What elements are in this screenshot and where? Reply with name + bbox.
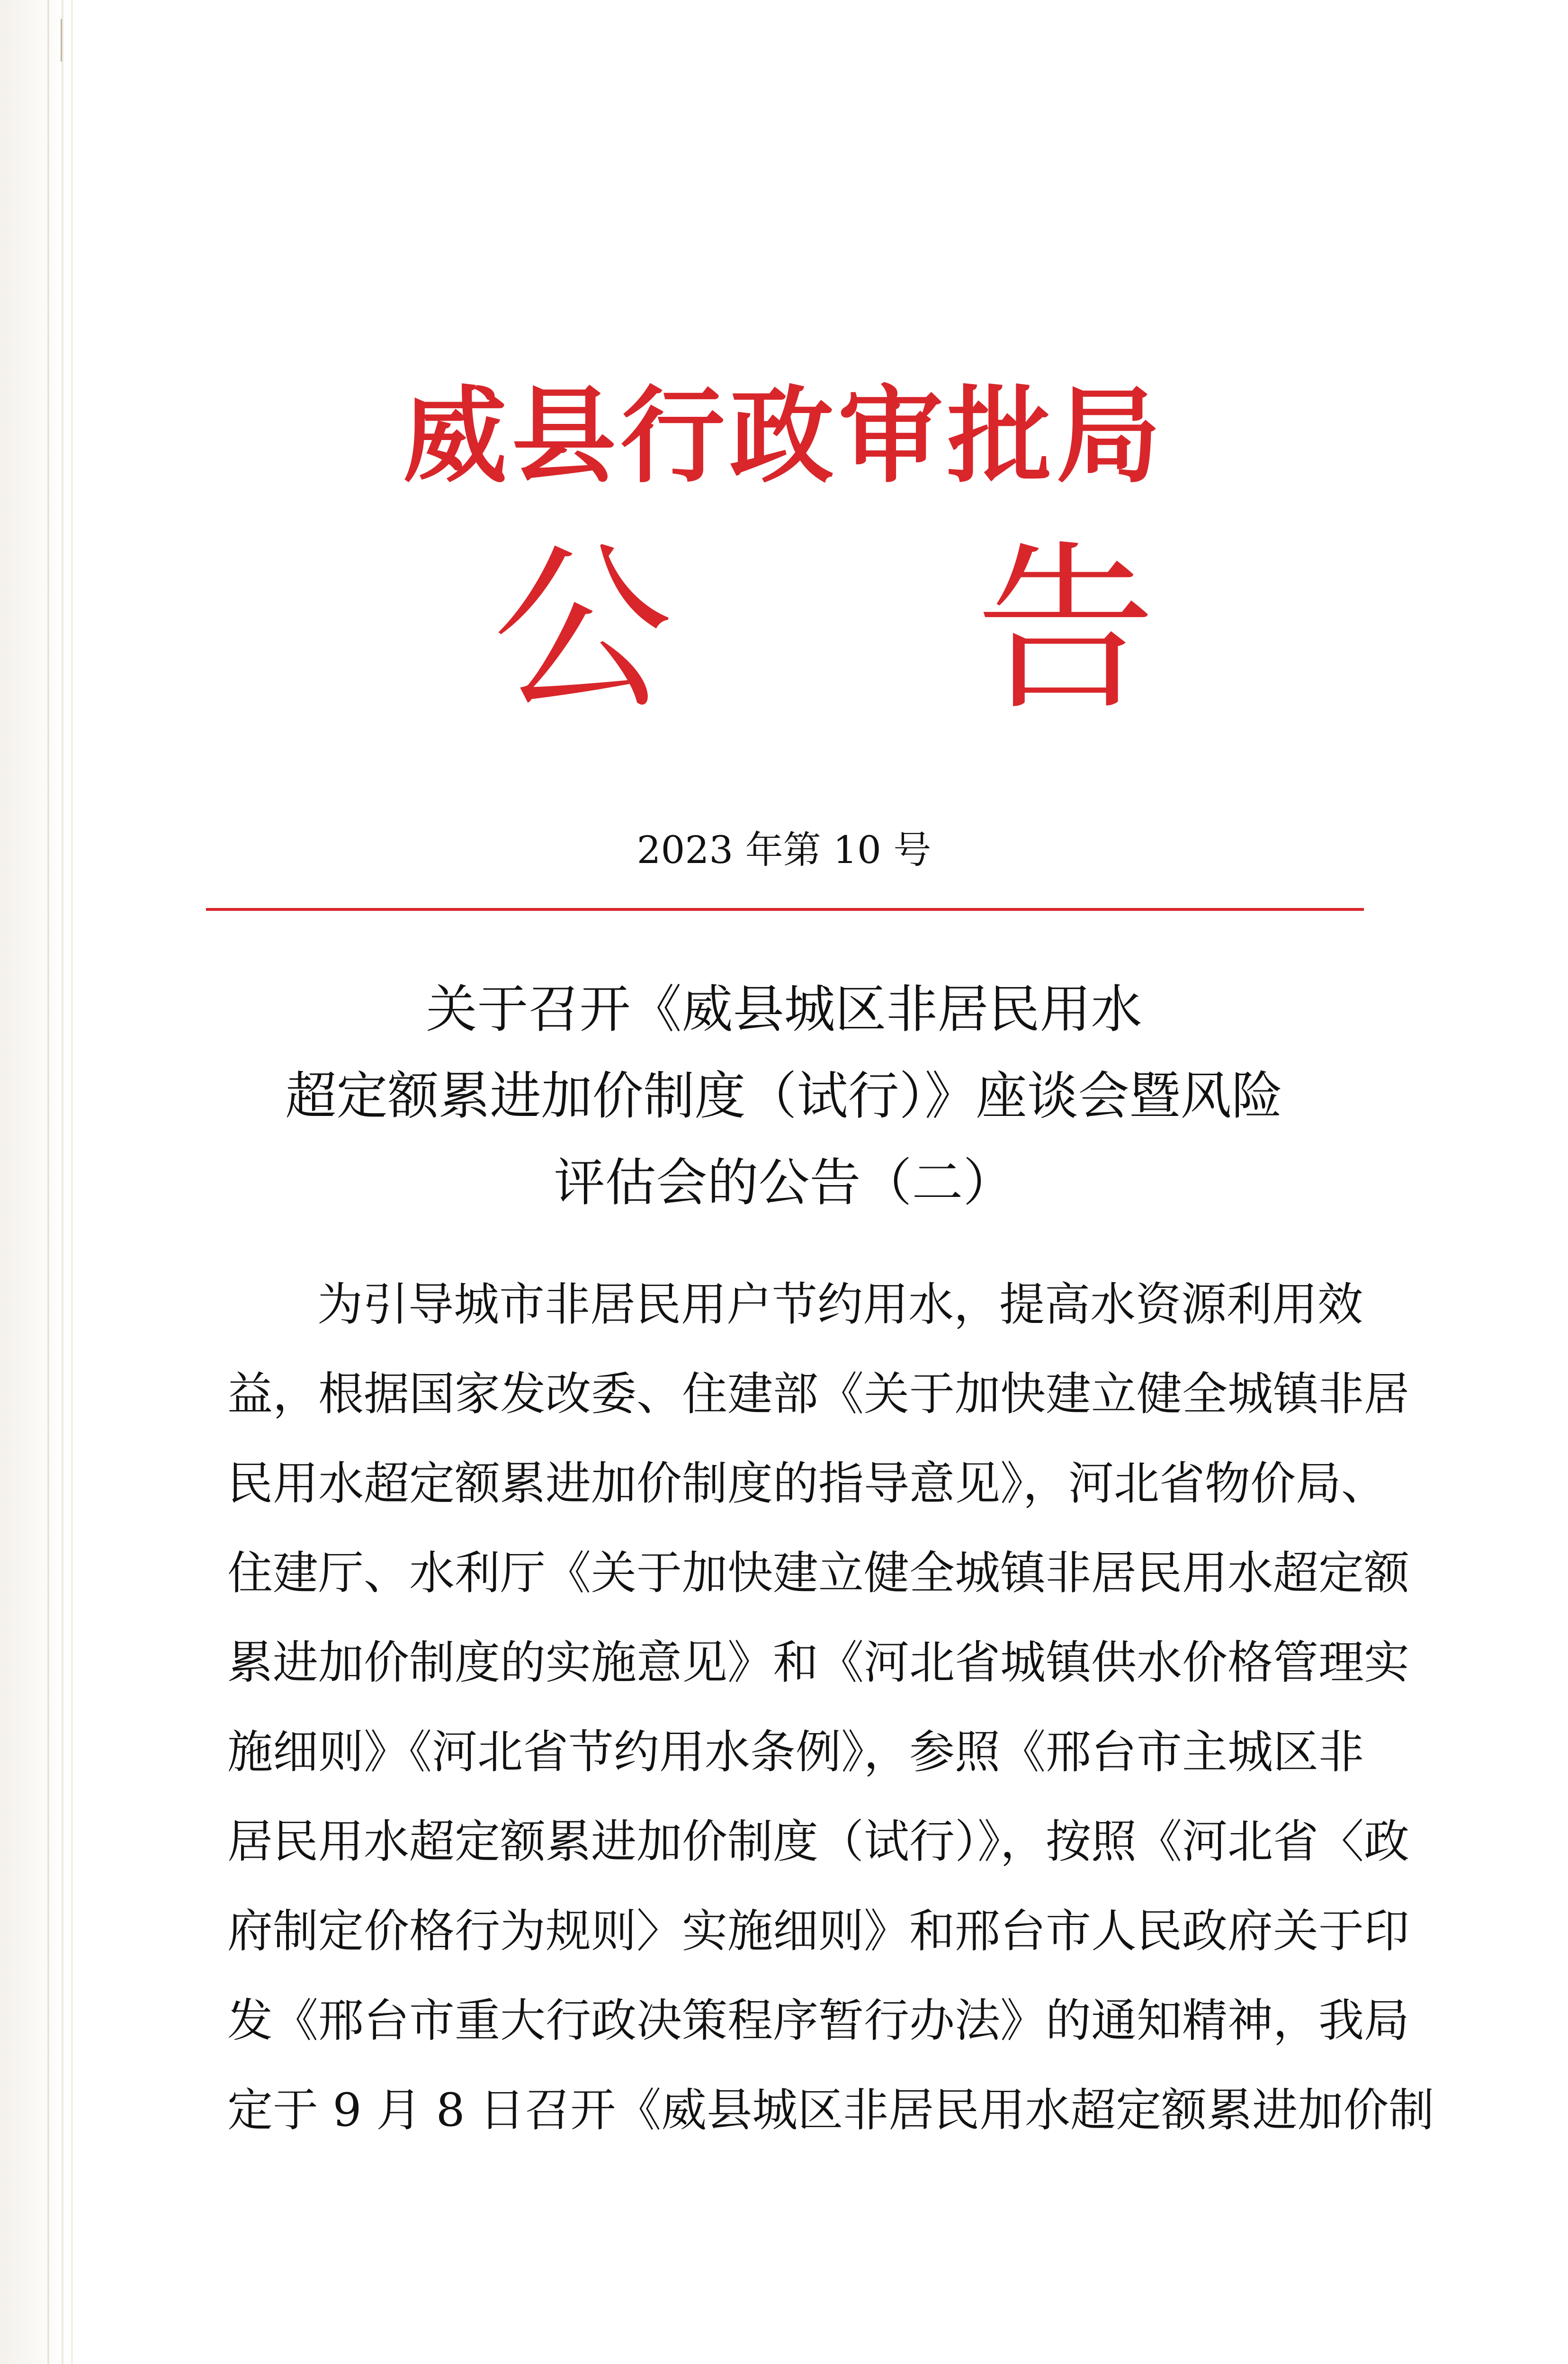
header-divider [206, 908, 1364, 911]
document-title [0, 966, 1568, 1226]
issuer-name: 威县行政审批局 [403, 374, 1165, 497]
body-line: 民用水超定额累进加价制度的指导意见》，河北省物价局、 [227, 1457, 1387, 1510]
document-type-char: 公 [493, 525, 672, 735]
document-type-char: 告 [976, 525, 1156, 735]
body-text [227, 1260, 1434, 2155]
body-line: 为引导城市非居民用户节约用水，提高水资源利用效 [317, 1278, 1363, 1331]
document-type [493, 525, 1156, 735]
body-line: 益，根据国家发改委、住建部《关于加快建立健全城镇非居 [227, 1367, 1409, 1420]
title-line: 评估会的公告（二） [554, 1153, 1014, 1213]
body-line: 住建厅、水利厅《关于加快建立健全城镇非居民用水超定额 [227, 1546, 1409, 1600]
document-number: 2023 年第 10 号 [636, 828, 932, 872]
scan-mark [61, 19, 62, 62]
body-line: 发《邢台市重大行政决策程序暂行办法》的通知精神，我局 [227, 1994, 1409, 2047]
body-line: 施细则》《河北省节约用水条例》，参照《邢台市主城区非 [227, 1726, 1364, 1779]
body-line: 累进加价制度的实施意见》和《河北省城镇供水价格管理实 [227, 1636, 1409, 1689]
title-line: 超定额累进加价制度（试行）》座谈会暨风险 [285, 1067, 1283, 1126]
title-line: 关于召开《威县城区非居民用水 [426, 980, 1142, 1039]
body-line: 居民用水超定额累进加价制度（试行）》，按照《河北省〈政 [227, 1815, 1409, 1868]
body-line: 定于 9 月 8 日召开《威县城区非居民用水超定额累进加价制 [227, 2084, 1434, 2137]
body-line: 府制定价格行为规则〉实施细则》和邢台市人民政府关于印 [227, 1905, 1409, 1958]
